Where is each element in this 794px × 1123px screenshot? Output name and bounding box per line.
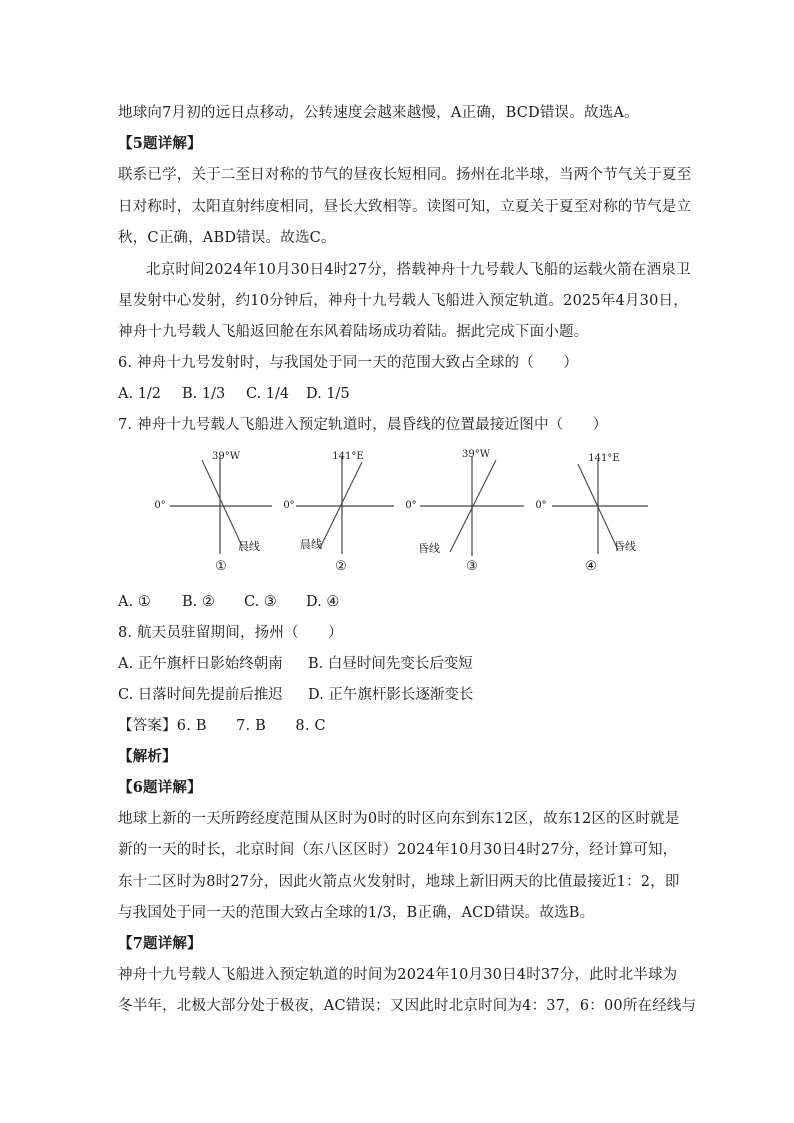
text-line: 新的一天的时长，北京时间（东八区区时）2024年10月30日4时27分，经计算可知，	[118, 842, 678, 858]
q6-option-d: D. 1/5	[306, 386, 350, 402]
figure-3-number: ③	[466, 559, 478, 574]
q8-option-d: D. 正午旗杆影长逐渐变长	[308, 687, 474, 703]
text-line: 地球上新的一天所跨经度范围从区时为0时的时区向东到东12区，故东12区的区时就是	[118, 811, 680, 827]
question-7: 7. 神舟十九号载人飞船进入预定轨道时，晨昏线的位置最接近图中（ ）	[118, 417, 608, 433]
figure-3-equator-label: 0°	[405, 500, 417, 511]
q6-option-a: A. 1/2	[118, 386, 162, 402]
q8-option-a: A. 正午旗杆日影始终朝南	[118, 656, 283, 672]
figure-4	[530, 448, 660, 578]
text-line: 联系已学，关于二至日对称的节气的昼夜长短相同。扬州在北半球，当两个节气关于夏至	[118, 167, 692, 183]
figure-2-top-label: 141°E	[332, 451, 364, 462]
figure-1-line-label: 晨线	[238, 540, 260, 553]
question-8: 8. 航天员驻留期间，扬州（ ）	[118, 625, 343, 641]
question-6: 6. 神舟十九号发射时，与我国处于同一天的范围大致占全球的（ ）	[118, 355, 579, 371]
q8-option-c: C. 日落时间先提前后推迟	[118, 687, 283, 703]
q7-option-b: B. ②	[182, 594, 215, 610]
text-line: 东十二区时为8时27分，因此火箭点火发射时，地球上新旧两天的比值最接近1：2，即	[118, 874, 680, 890]
figure-1-number: ①	[215, 559, 227, 574]
q6-option-c: C. 1/4	[246, 386, 290, 402]
figure-1	[150, 448, 280, 578]
figure-4-equator-label: 0°	[535, 500, 547, 511]
q7-option-d: D. ④	[306, 594, 340, 610]
figure-1-top-label: 39°W	[211, 451, 240, 462]
figure-3	[400, 448, 540, 578]
text-line: 与我国处于同一天的范围大致占全球的1/3，B正确，ACD错误。故选B。	[118, 905, 595, 921]
text-line: 冬半年，北极大部分处于极夜，AC错误；又因此时北京时间为4：37，6：00所在经线与	[118, 998, 697, 1014]
q7-option-a: A. ①	[118, 594, 151, 610]
figure-4-top-label: 141°E	[588, 453, 620, 464]
q6-option-b: B. 1/3	[182, 386, 226, 402]
passage-line: 神舟十九号载人飞船返回舱在东风着陆场成功着陆。据此完成下面小题。	[118, 324, 589, 340]
figure-2	[280, 448, 410, 578]
answer-line: 【答案】6. B 7. B 8. C	[118, 718, 326, 734]
q8-option-b: B. 白昼时间先变长后变短	[308, 656, 473, 672]
passage-line: 北京时间2024年10月30日4时27分，搭载神舟十九号载人飞船的运载火箭在酒泉卫	[146, 262, 691, 278]
section-heading-7: 【7题详解】	[118, 935, 202, 952]
section-heading-6: 【6题详解】	[118, 779, 202, 796]
analysis-heading: 【解析】	[118, 748, 177, 765]
q7-option-c: C. ③	[244, 594, 277, 610]
text-line: 秋，C正确，ABD错误。故选C。	[118, 230, 336, 246]
text-line: 地球向7月初的远日点移动，公转速度会越来越慢，A正确，BCD错误。故选A。	[118, 105, 639, 121]
figure-2-equator-label: 0°	[283, 500, 295, 511]
figure-1-equator-label: 0°	[154, 500, 166, 511]
figure-2-line-label: 晨线	[300, 538, 322, 551]
text-line: 神舟十九号载人飞船进入预定轨道的时间为2024年10月30日4时37分，此时北半球为	[118, 967, 678, 983]
figure-3-line-label: 昏线	[418, 542, 440, 555]
passage-line: 星发射中心发射，约10分钟后，神舟十九号载人飞船进入预定轨道。2025年4月30日，	[118, 293, 688, 309]
text-line: 日对称时，太阳直射纬度相同，昼长大致相等。读图可知，立夏关于夏至对称的节气是立	[118, 199, 692, 215]
section-heading-5: 【5题详解】	[118, 135, 202, 152]
figure-2-number: ②	[335, 559, 347, 574]
figure-3-top-label: 39°W	[461, 449, 490, 460]
figure-4-number: ④	[585, 559, 597, 574]
figure-4-line-label: 昏线	[614, 540, 636, 553]
